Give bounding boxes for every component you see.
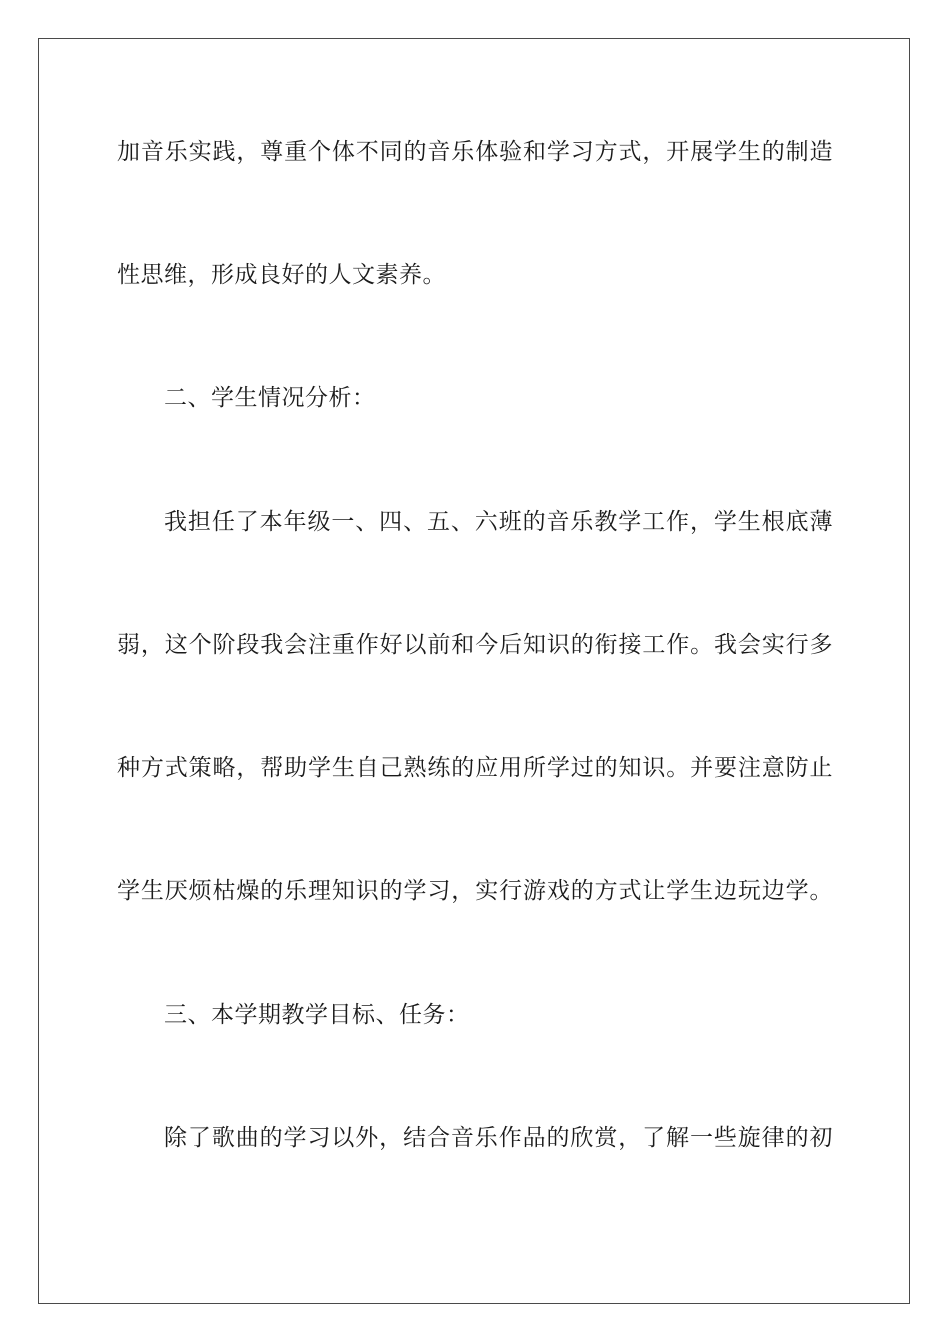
paragraph-line-6: 学生厌烦枯燥的乐理知识的学习，实行游戏的方式让学生边玩边学。 [117, 878, 833, 904]
paragraph-line-2: 性思维，形成良好的人文素养。 [117, 262, 446, 288]
paragraph-line-5: 种方式策略，帮助学生自己熟练的应用所学过的知识。并要注意防止 [117, 755, 833, 781]
section-heading-student-analysis: 二、学生情况分析： [164, 385, 376, 411]
paragraph-line-7: 除了歌曲的学习以外，结合音乐作品的欣赏，了解一些旋律的初 [164, 1125, 833, 1151]
paragraph-line-1: 加音乐实践，尊重个体不同的音乐体验和学习方式，开展学生的制造 [117, 139, 833, 165]
section-heading-teaching-goals: 三、本学期教学目标、任务： [164, 1002, 470, 1028]
paragraph-line-4: 弱，这个阶段我会注重作好以前和今后知识的衔接工作。我会实行多 [117, 632, 833, 658]
page-border [38, 38, 910, 1304]
paragraph-line-3: 我担任了本年级一、四、五、六班的音乐教学工作，学生根底薄 [164, 509, 833, 535]
